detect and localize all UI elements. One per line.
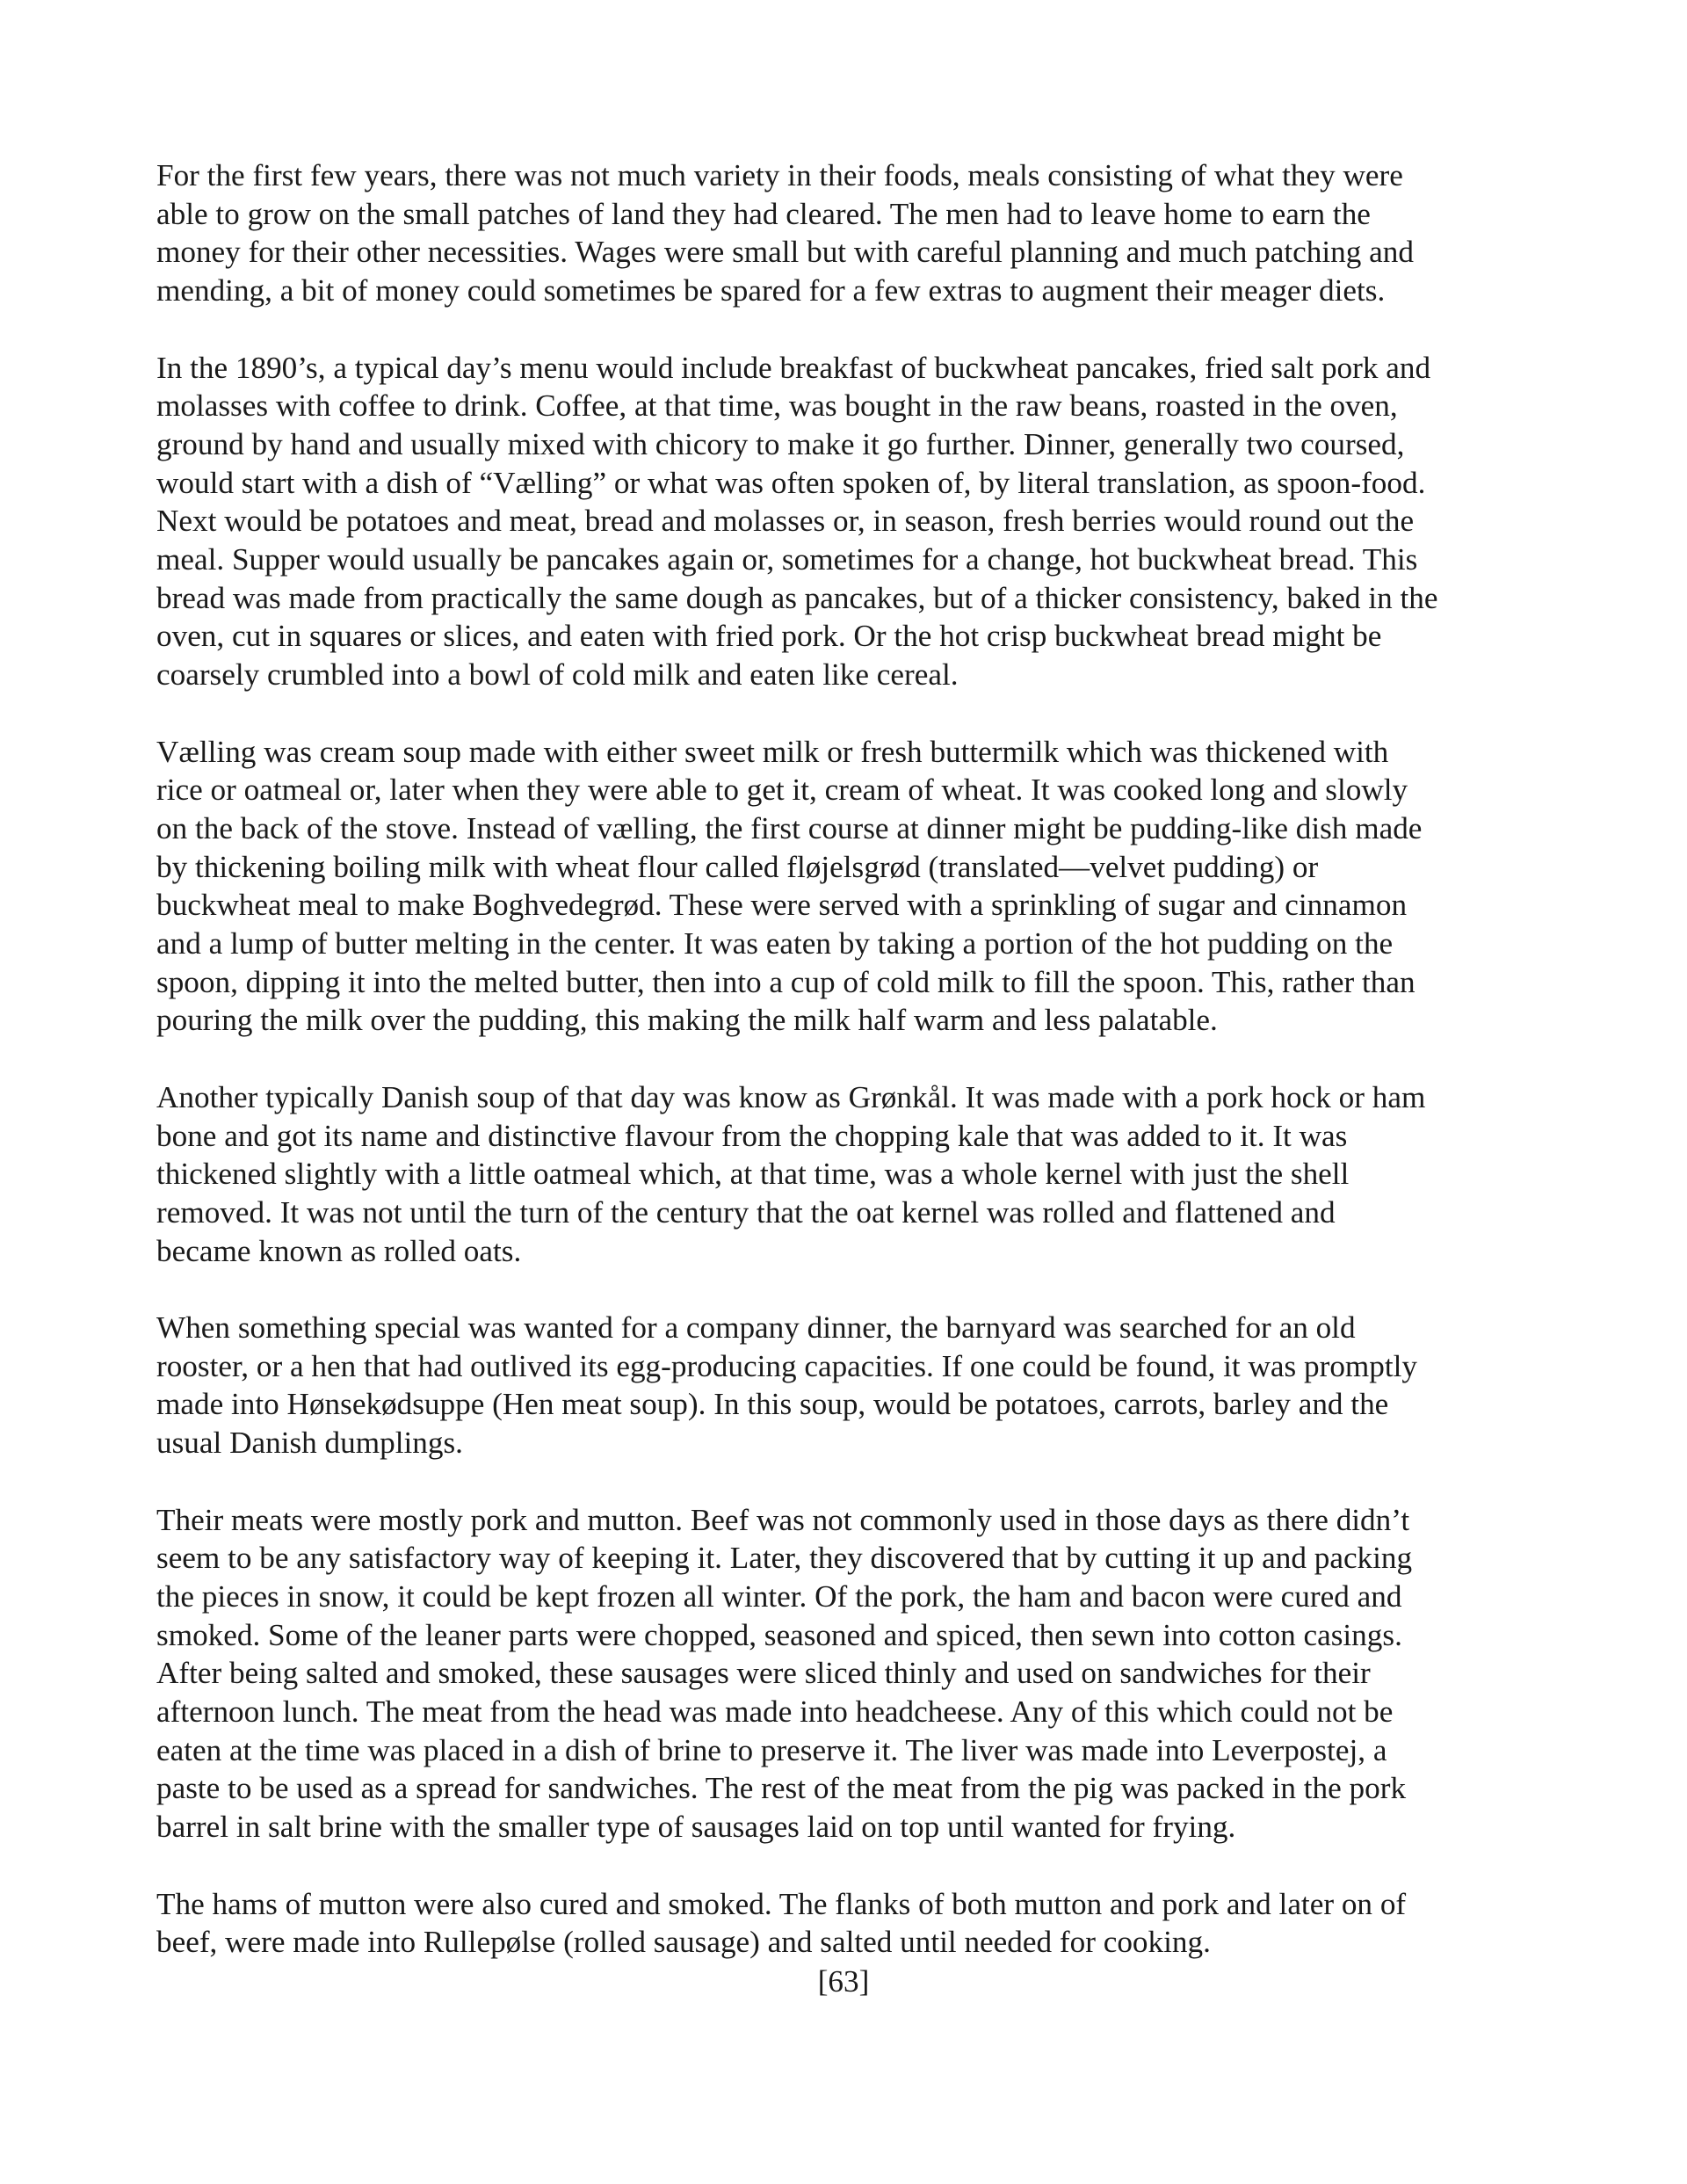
text-line: removed. It was not until the turn of the century that the oat kernel was rolled and flattened and — [156, 1194, 1336, 1230]
text-line: pouring the milk over the pudding, this making the milk half warm and less palatable. — [156, 1003, 1218, 1038]
text-line: able to grow on the small patches of land they had cleared. The men had to leave home to earn the — [156, 196, 1371, 231]
text-line: paste to be used as a spread for sandwiches. The rest of the meat from the pig was packed in the pork — [156, 1771, 1407, 1806]
text-line: Their meats were mostly pork and mutton. Beef was not commonly used in those days as there didn’t — [156, 1502, 1410, 1537]
text-line: Vælling was cream soup made with either sweet milk or fresh buttermilk which was thickened with — [156, 734, 1389, 769]
text-line: became known as rolled oats. — [156, 1233, 522, 1268]
paragraph-gronkal — [156, 1078, 1539, 1271]
text-line: bone and got its name and distinctive flavour from the chopping kale that was added to it. It was — [156, 1118, 1348, 1153]
text-line: rice or oatmeal or, later when they were able to get it, cream of wheat. It was cooked long and slowly — [156, 773, 1408, 808]
paragraph-daily-menu — [156, 349, 1539, 694]
text-line: rooster, or a hen that had outlived its egg-producing capacities. If one could be found, it was promptly — [156, 1348, 1418, 1383]
paragraph-mutton — [156, 1885, 1539, 1962]
paragraph-vaelling — [156, 733, 1539, 1041]
text-line: the pieces in snow, it could be kept frozen all winter. Of the pork, the ham and bacon were cured and — [156, 1578, 1402, 1614]
text-line: mending, a bit of money could sometimes be spared for a few extras to augment their meager diets. — [156, 273, 1386, 308]
text-line: meal. Supper would usually be pancakes again or, sometimes for a change, hot buckwheat bread. This — [156, 542, 1418, 577]
text-line: afternoon lunch. The meat from the head was made into headcheese. Any of this which could not be — [156, 1694, 1394, 1730]
text-line: buckwheat meal to make Boghvedegrød. These were served with a sprinkling of sugar and cinnamon — [156, 888, 1408, 923]
page-number: [63] — [817, 1964, 870, 1999]
text-line: by thickening boiling milk with wheat flour called fløjelsgrød (translated—velvet pudding) or — [156, 849, 1319, 884]
text-line: and a lump of butter melting in the center. It was eaten by taking a portion of the hot pudding on the — [156, 926, 1394, 961]
text-line: For the first few years, there was not much variety in their foods, meals consisting of what they were — [156, 158, 1403, 192]
text-line: thickened slightly with a little oatmeal which, at that time, was a whole kernel with just the shell — [156, 1157, 1350, 1192]
text-line: money for their other necessities. Wages were small but with careful planning and much patching and — [156, 235, 1414, 270]
text-line: molasses with coffee to drink. Coffee, at that time, was bought in the raw beans, roasted in the oven, — [156, 388, 1398, 424]
paragraph-early-years — [156, 156, 1539, 310]
text-line: The hams of mutton were also cured and smoked. The flanks of both mutton and pork and later on of — [156, 1886, 1407, 1921]
paragraph-meats — [156, 1501, 1539, 1847]
text-line: bread was made from practically the same dough as pancakes, but of a thicker consistency, baked in the — [156, 580, 1438, 615]
text-line: When something special was wanted for a company dinner, the barnyard was searched for an old — [156, 1310, 1356, 1346]
text-line: eaten at the time was placed in a dish of brine to preserve it. The liver was made into Leverpostej, a — [156, 1732, 1387, 1767]
text-line: smoked. Some of the leaner parts were chopped, seasoned and spiced, then sewn into cotton casings. — [156, 1617, 1402, 1652]
text-line: oven, cut in squares or slices, and eaten with fried pork. Or the hot crisp buckwheat bread might be — [156, 619, 1382, 654]
text-line: coarsely crumbled into a bowl of cold milk and eaten like cereal. — [156, 657, 959, 693]
text-line: After being salted and smoked, these sausages were sliced thinly and used on sandwiches for their — [156, 1656, 1371, 1691]
text-line: made into Hønsekødsuppe (Hen meat soup). In this soup, would be potatoes, carrots, barley and the — [156, 1387, 1389, 1422]
text-line: usual Danish dumplings. — [156, 1426, 463, 1461]
text-line: Next would be potatoes and meat, bread and molasses or, in season, fresh berries would round out the — [156, 504, 1415, 539]
text-line: beef, were made into Rullepølse (rolled sausage) and salted until needed for cooking. — [156, 1925, 1211, 1960]
paragraph-company-dinner — [156, 1309, 1539, 1462]
text-line: spoon, dipping it into the melted butter, then into a cup of cold milk to fill the spoon. This, rather than — [156, 964, 1415, 999]
text-line: would start with a dish of “Vælling” or what was often spoken of, by literal translation, as spoon-food. — [156, 465, 1426, 500]
text-line: barrel in salt brine with the smaller type of sausages laid on top until wanted for frying. — [156, 1810, 1236, 1845]
text-line: Another typically Danish soup of that day was know as Grønkål. It was made with a pork hock or ham — [156, 1079, 1426, 1114]
text-line: on the back of the stove. Instead of vælling, the first course at dinner might be pudding-like dish made — [156, 810, 1423, 845]
document-page — [156, 156, 1539, 2000]
text-line: seem to be any satisfactory way of keeping it. Later, they discovered that by cutting it up and packing — [156, 1541, 1413, 1576]
text-line: In the 1890’s, a typical day’s menu would include breakfast of buckwheat pancakes, fried salt pork and — [156, 350, 1431, 385]
text-line: ground by hand and usually mixed with chicory to make it go further. Dinner, generally two coursed, — [156, 426, 1405, 461]
